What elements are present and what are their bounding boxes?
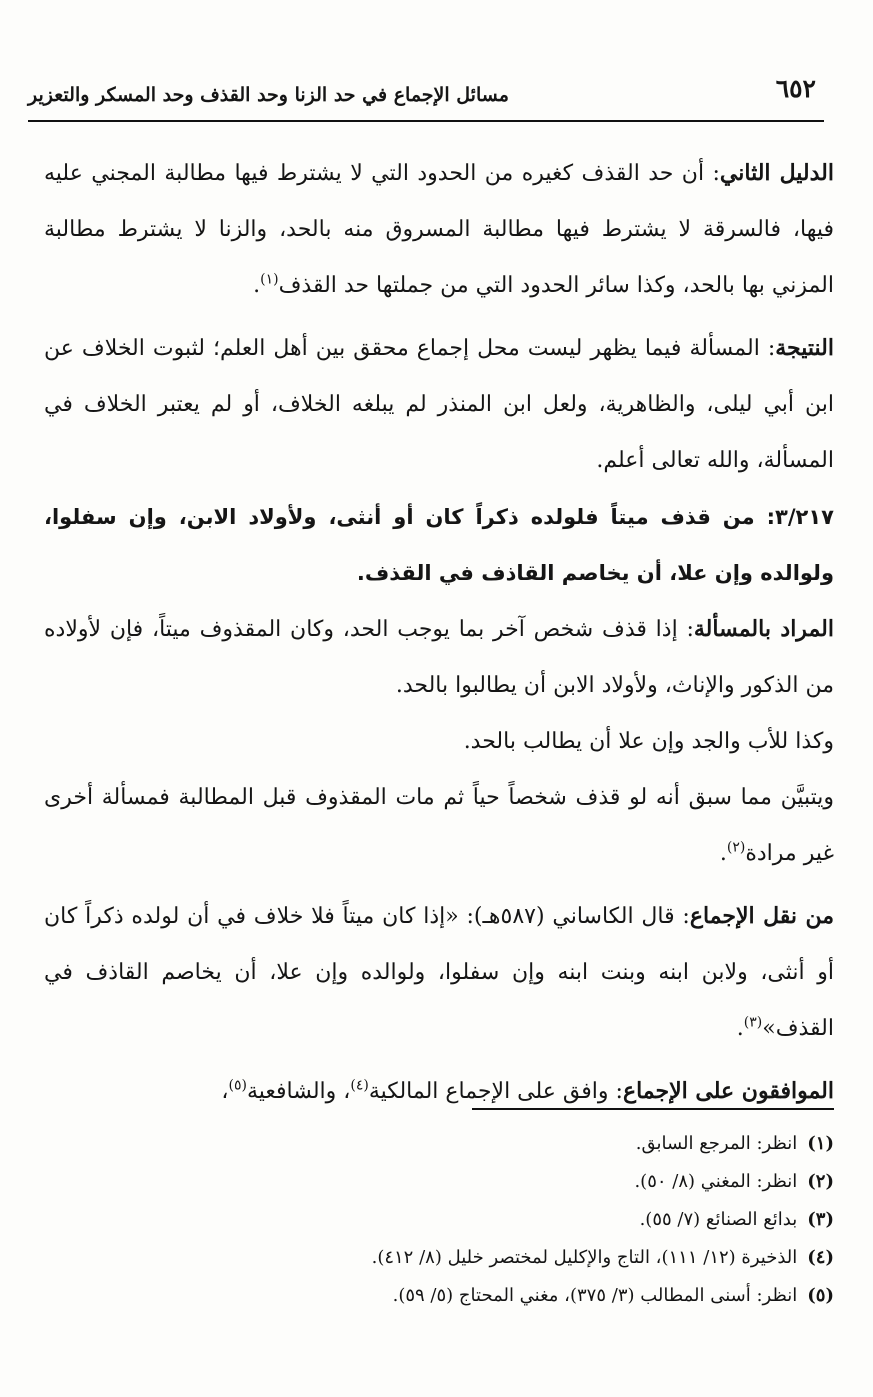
paragraph-agreeing xyxy=(44,1063,834,1120)
paragraph-heading: الموافقون على الإجماع xyxy=(622,1078,834,1104)
running-title: مسائل الإجماع في حد الزنا وحد القذف وحد المسكر والتعزير xyxy=(28,84,509,106)
footnote-text: الذخيرة (١٢/ ١١١)، التاج والإكليل لمختصر خليل (٨/ ٤١٢). xyxy=(371,1247,798,1268)
footnote-text: انظر: أسنى المطالب (٣/ ٣٧٥)، مغني المحتاج (٥/ ٥٩). xyxy=(392,1285,798,1306)
footnote-ref[interactable]: (٣) xyxy=(743,1014,763,1031)
header-divider xyxy=(28,120,824,122)
footnote-number: (٤) xyxy=(807,1247,834,1268)
footnote-item xyxy=(44,1163,834,1201)
main-text xyxy=(44,145,834,1126)
footnote-number: (٣) xyxy=(807,1209,834,1230)
footnote-item xyxy=(44,1277,834,1315)
paragraph-end: . xyxy=(736,1016,744,1041)
footnote-item xyxy=(44,1239,834,1277)
footnote-number: (٢) xyxy=(807,1171,834,1192)
paragraph-consensus-source xyxy=(44,888,834,1057)
paragraph-clarification xyxy=(44,770,834,882)
paragraph-text: ، والشافعية xyxy=(246,1079,351,1104)
paragraph-text: ويتبيَّن مما سبق أنه لو قذف شخصاً حياً ثم مات المقذوف قبل المطالبة فمسألة أخرى غير مرادة xyxy=(44,785,834,866)
issue-text: : من قذف ميتاً فلولده ذكراً كان أو أنثى، ولأولاد الابن، وإن سفلوا، ولوالده وإن علا، أن يخاصم القاذف في القذف. xyxy=(44,505,834,585)
paragraph-heading: النتيجة xyxy=(775,335,834,361)
footnote-ref[interactable]: (٢) xyxy=(726,839,746,856)
paragraph-end: . xyxy=(253,273,261,298)
footnote-divider xyxy=(472,1108,834,1110)
page-header xyxy=(28,74,824,118)
page-number: ٦٥٢ xyxy=(775,74,816,103)
issue-number: ٣/٢١٧ xyxy=(775,505,834,529)
paragraph-second-evidence xyxy=(44,145,834,314)
footnote-item xyxy=(44,1201,834,1239)
paragraph-result xyxy=(44,320,834,489)
paragraph-heading: الدليل الثاني xyxy=(719,160,834,186)
paragraph-heading: المراد بالمسألة xyxy=(693,616,834,642)
footnote-number: (١) xyxy=(807,1133,834,1154)
paragraph-text: : المسألة فيما يظهر ليست محل إجماع محقق بين أهل العلم؛ لثبوت الخلاف عن ابن أبي ليلى، والظاهرية، ولعل ابن المنذر لم يبلغه الخلاف، أو لم يعتبر الخلاف في المسألة، والله تعالى أعلم. xyxy=(44,336,834,473)
footnotes xyxy=(44,1125,834,1315)
footnote-text: انظر: المرجع السابق. xyxy=(635,1133,798,1154)
footnote-ref[interactable]: (١) xyxy=(260,271,279,288)
paragraph-text: : أن حد القذف كغيره من الحدود التي لا يشترط فيها مطالبة المجني عليه فيها، فالسرقة لا يشترط فيها مطالبة المسروق منه بالحد، والزنا لا يشترط مطالبة المزني بها بالحد، وكذا سائر الحدود التي من جملتها حد القذف xyxy=(44,161,834,298)
paragraph-text: وكذا للأب والجد وإن علا أن يطالب بالحد. xyxy=(463,729,834,754)
paragraph-father xyxy=(44,714,834,770)
paragraph-meaning xyxy=(44,601,834,714)
footnote-ref[interactable]: (٥) xyxy=(228,1077,247,1094)
footnote-number: (٥) xyxy=(807,1285,834,1306)
footnote-text: بدائع الصنائع (٧/ ٥٥). xyxy=(639,1209,798,1230)
issue-statement xyxy=(44,489,834,601)
footnote-item xyxy=(44,1125,834,1163)
paragraph-end: ، xyxy=(221,1079,229,1104)
paragraph-text: : إذا قذف شخص آخر بما يوجب الحد، وكان المقذوف ميتاً، فإن لأولاده من الذكور والإناث، ولأولاد الابن أن يطالبوا بالحد. xyxy=(44,617,834,698)
paragraph-text: : قال الكاساني (٥٨٧هـ): «إذا كان ميتاً فلا خلاف في أن لولده ذكراً كان أو أنثى، ولابن ابنه وبنت ابنه وإن سفلوا، ولوالده وإن علا، أن يخاصم القاذف في القذف» xyxy=(44,904,834,1041)
footnote-text: انظر: المغني (٨/ ٥٠). xyxy=(634,1171,798,1192)
paragraph-text: : وافق على الإجماع المالكية xyxy=(368,1079,623,1104)
paragraph-end: . xyxy=(719,841,727,866)
paragraph-heading: من نقل الإجماع xyxy=(689,903,834,929)
footnote-ref[interactable]: (٤) xyxy=(350,1077,369,1094)
